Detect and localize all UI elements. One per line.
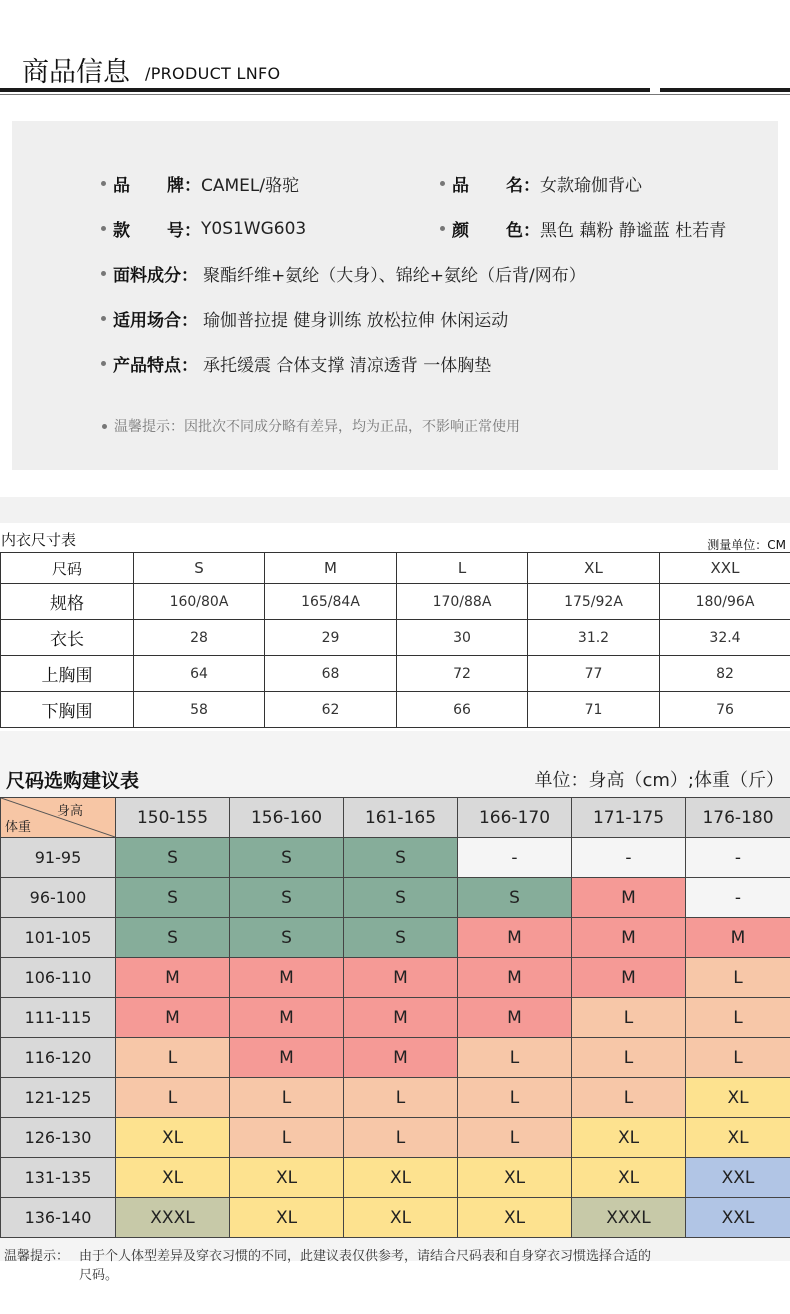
- size-cell: XL: [686, 1118, 790, 1158]
- bullet-icon: [102, 424, 107, 429]
- size-cell: L: [572, 1038, 686, 1078]
- table-cell: 62: [265, 692, 397, 728]
- bullet-icon: [101, 181, 106, 186]
- bullet-icon: [101, 316, 106, 321]
- size-cell: S: [230, 918, 344, 958]
- table-cell: 175/92A: [528, 584, 660, 620]
- size-cell: L: [458, 1078, 572, 1118]
- bullet-icon: [440, 181, 445, 186]
- row-header-cell: 上胸围: [1, 656, 134, 692]
- height-header-cell: 171-175: [572, 798, 686, 838]
- header-rule-thin: [0, 94, 790, 95]
- info-note: [102, 416, 520, 436]
- tip-text: 由于个人体型差异及穿衣习惯的不同，此建议表仅供参考，请结合尺码表和自身穿衣习惯选择合适的尺码。: [79, 1249, 652, 1283]
- size-cell: M: [458, 958, 572, 998]
- table-cell: 29: [265, 620, 397, 656]
- size-cell: M: [572, 918, 686, 958]
- info-label: 颜 色：: [452, 221, 540, 241]
- recommend-title: 尺码选购建议表: [6, 770, 140, 792]
- info-value: 承托缓震 合体支撑 清凉透背 一体胸垫: [203, 356, 492, 376]
- weight-header-cell: 126-130: [1, 1118, 116, 1158]
- weight-header-cell: 91-95: [1, 838, 116, 878]
- size-cell: S: [458, 878, 572, 918]
- size-cell: S: [344, 878, 458, 918]
- table-cell: 64: [134, 656, 265, 692]
- table-cell: 82: [660, 656, 790, 692]
- table-cell: 76: [660, 692, 790, 728]
- info-value: CAMEL/骆驼: [201, 176, 300, 196]
- table-row: [1, 878, 790, 918]
- weight-header-cell: 111-115: [1, 998, 116, 1038]
- info-occasion: [101, 306, 508, 331]
- size-cell: M: [230, 998, 344, 1038]
- size-cell: XL: [458, 1158, 572, 1198]
- weight-header-cell: 96-100: [1, 878, 116, 918]
- weight-header-cell: 106-110: [1, 958, 116, 998]
- recommend-unit: 单位：身高（cm）;体重（斤）: [534, 770, 784, 791]
- size-cell: XXXL: [572, 1198, 686, 1238]
- header-rule-thick: [0, 88, 650, 92]
- size-cell: XL: [230, 1198, 344, 1238]
- size-cell: XL: [116, 1158, 230, 1198]
- info-label: 产品特点：: [113, 356, 198, 376]
- size-cell: -: [572, 838, 686, 878]
- size-cell: S: [230, 878, 344, 918]
- bullet-icon: [440, 226, 445, 231]
- size-cell: XXXL: [116, 1198, 230, 1238]
- size-cell: M: [116, 998, 230, 1038]
- table-row: [1, 1038, 790, 1078]
- table-cell: 180/96A: [660, 584, 790, 620]
- info-value: 瑜伽普拉提 健身训练 放松拉伸 休闲运动: [203, 311, 509, 331]
- info-label: 面料成分：: [113, 266, 198, 286]
- table-header-cell: XL: [528, 553, 660, 584]
- size-cell: L: [572, 1078, 686, 1118]
- height-header-cell: 161-165: [344, 798, 458, 838]
- table-cell: 68: [265, 656, 397, 692]
- size-cell: L: [686, 958, 790, 998]
- size-cell: L: [458, 1118, 572, 1158]
- table-row: [1, 1158, 790, 1198]
- table-cell: 58: [134, 692, 265, 728]
- info-value: 黑色 藕粉 静谧蓝 杜若青: [540, 221, 727, 241]
- size-table: [0, 552, 790, 728]
- table-cell: 66: [397, 692, 528, 728]
- height-header-cell: 150-155: [116, 798, 230, 838]
- table-header-cell: S: [134, 553, 265, 584]
- table-header-cell: XXL: [660, 553, 790, 584]
- table-header-cell: L: [397, 553, 528, 584]
- table-row: [1, 1118, 790, 1158]
- corner-height-label: 身高: [56, 804, 83, 819]
- info-value: 女款瑜伽背心: [540, 176, 642, 196]
- height-header-cell: 176-180: [686, 798, 790, 838]
- table-cell: 71: [528, 692, 660, 728]
- header-rule-thick-end: [660, 88, 790, 92]
- size-cell: M: [686, 918, 790, 958]
- info-color: [440, 216, 726, 241]
- table-row: [1, 918, 790, 958]
- size-cell: L: [344, 1078, 458, 1118]
- weight-header-cell: 121-125: [1, 1078, 116, 1118]
- info-features: [101, 351, 491, 376]
- size-cell: XXL: [686, 1158, 790, 1198]
- bullet-icon: [101, 226, 106, 231]
- size-cell: S: [230, 838, 344, 878]
- weight-header-cell: 136-140: [1, 1198, 116, 1238]
- table-row: [1, 1078, 790, 1118]
- info-fabric: [101, 261, 586, 286]
- size-cell: M: [458, 918, 572, 958]
- table-cell: 170/88A: [397, 584, 528, 620]
- size-cell: M: [230, 958, 344, 998]
- size-cell: -: [686, 878, 790, 918]
- size-cell: M: [572, 958, 686, 998]
- size-cell: L: [230, 1118, 344, 1158]
- size-cell: XXL: [686, 1198, 790, 1238]
- size-cell: S: [116, 838, 230, 878]
- size-cell: XL: [572, 1118, 686, 1158]
- size-cell: XL: [230, 1158, 344, 1198]
- info-label: 品 名：: [452, 176, 540, 196]
- weight-header-cell: 131-135: [1, 1158, 116, 1198]
- size-cell: L: [344, 1118, 458, 1158]
- size-cell: L: [230, 1078, 344, 1118]
- size-cell: M: [458, 998, 572, 1038]
- info-model: [101, 216, 306, 241]
- section-header: [0, 0, 790, 100]
- info-label: 适用场合：: [113, 311, 198, 331]
- table-row: [1, 584, 790, 620]
- height-header-cell: 156-160: [230, 798, 344, 838]
- table-row: [1, 692, 790, 728]
- recommend-header-row: [1, 798, 790, 838]
- table-row: [1, 1198, 790, 1238]
- section-title: 商品信息: [22, 57, 130, 88]
- bottom-tip: [4, 1247, 652, 1283]
- table-cell: 30: [397, 620, 528, 656]
- size-cell: M: [572, 878, 686, 918]
- size-table-unit: 测量单位：CM: [707, 538, 786, 552]
- corner-cell: [1, 798, 116, 838]
- size-cell: -: [458, 838, 572, 878]
- size-cell: XL: [458, 1198, 572, 1238]
- table-row: [1, 838, 790, 878]
- table-header-cell: 尺码: [1, 553, 134, 584]
- size-cell: L: [458, 1038, 572, 1078]
- info-label: 款 号：: [113, 221, 201, 241]
- weight-header-cell: 116-120: [1, 1038, 116, 1078]
- height-header-cell: 166-170: [458, 798, 572, 838]
- size-cell: L: [686, 1038, 790, 1078]
- table-cell: 28: [134, 620, 265, 656]
- info-label: 品 牌：: [113, 176, 201, 196]
- table-row: [1, 620, 790, 656]
- size-table-header-row: [1, 553, 790, 584]
- row-header-cell: 衣长: [1, 620, 134, 656]
- size-cell: M: [116, 958, 230, 998]
- weight-header-cell: 101-105: [1, 918, 116, 958]
- table-cell: 77: [528, 656, 660, 692]
- size-cell: -: [686, 838, 790, 878]
- row-header-cell: 下胸围: [1, 692, 134, 728]
- section-subtitle: /PRODUCT LNFO: [145, 64, 281, 83]
- table-header-cell: M: [265, 553, 397, 584]
- size-cell: L: [686, 998, 790, 1038]
- size-cell: XL: [344, 1158, 458, 1198]
- size-cell: M: [344, 998, 458, 1038]
- info-name: [440, 171, 642, 196]
- table-cell: 165/84A: [265, 584, 397, 620]
- size-cell: L: [572, 998, 686, 1038]
- size-cell: S: [116, 918, 230, 958]
- table-row: [1, 998, 790, 1038]
- size-cell: M: [344, 958, 458, 998]
- table-cell: 160/80A: [134, 584, 265, 620]
- size-cell: XL: [116, 1118, 230, 1158]
- bullet-icon: [101, 361, 106, 366]
- size-cell: M: [230, 1038, 344, 1078]
- corner-weight-label: 体重: [5, 820, 32, 835]
- table-row: [1, 958, 790, 998]
- table-row: [1, 656, 790, 692]
- info-value: Y0S1WG603: [201, 218, 307, 239]
- size-cell: S: [116, 878, 230, 918]
- size-cell: M: [344, 1038, 458, 1078]
- tip-label: 温馨提示：: [4, 1249, 70, 1264]
- row-header-cell: 规格: [1, 584, 134, 620]
- size-cell: L: [116, 1038, 230, 1078]
- size-table-title: 内衣尺寸表: [1, 531, 77, 549]
- recommend-table: [0, 797, 790, 1238]
- size-cell: XL: [572, 1158, 686, 1198]
- table-cell: 72: [397, 656, 528, 692]
- table-cell: 31.2: [528, 620, 660, 656]
- size-cell: XL: [344, 1198, 458, 1238]
- size-table-band: [0, 497, 790, 523]
- size-cell: S: [344, 918, 458, 958]
- size-cell: S: [344, 838, 458, 878]
- size-cell: XL: [686, 1078, 790, 1118]
- bullet-icon: [101, 271, 106, 276]
- size-cell: L: [116, 1078, 230, 1118]
- info-note-text: 温馨提示：因批次不同成分略有差异，均为正品，不影响正常使用: [114, 419, 520, 435]
- info-value: 聚酯纤维+氨纶（大身）、锦纶+氨纶（后背/网布）: [203, 266, 586, 286]
- info-brand: [101, 171, 299, 196]
- table-cell: 32.4: [660, 620, 790, 656]
